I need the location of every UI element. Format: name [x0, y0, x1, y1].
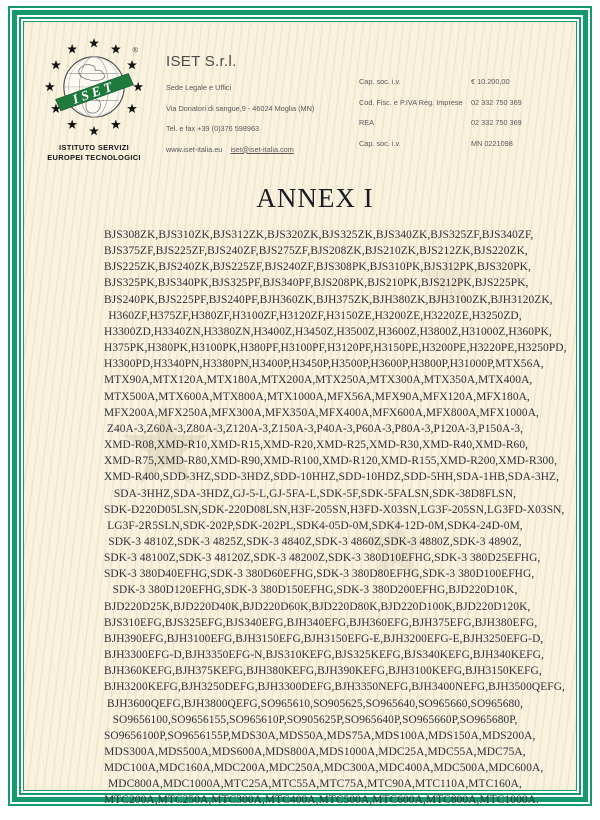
code-line: XMD-R75,XMD-R80,XMD-R90,XMD-R100,XMD-R120,XMD-R155,XMD-R200,XMD-R300, [104, 455, 558, 468]
website-link: www.iset-italia.eu [166, 144, 223, 154]
code-line: SDK-D220D05LSN,SDK-220D08LSN,H3F-205SN,H3FD-X03SN,LG3F-205SN,LG3FD-X03SN, [104, 503, 565, 516]
iset-globe-logo-icon [42, 35, 146, 141]
registry-label: REA [359, 118, 375, 127]
code-line: BJS325PK,BJS340PK,BJS325PF,BJS340PF,BJS208PK,BJS210PK,BJS212PK,BJS225PK, [104, 277, 529, 290]
code-line: BJH3600QEFG,BJH3800QEFG,SO965610,SO905625,SO965640,SO965660,SO965680, [106, 697, 524, 710]
logo-caption-line2: EUROPEI TECNOLOGICI [47, 152, 141, 162]
code-line: H3300ZD,H3340ZN,H3380ZN,H3400Z,H3450Z,H3500Z,H3600Z,H3800Z,H31000Z,H360PK, [104, 325, 552, 338]
code-line: LG3F-2R5SLN,SDK-202P,SDK-202PL,SDK4-05D-0M,SDK4-12D-0M,SDK4-24D-0M, [107, 519, 523, 532]
code-line: BJS225ZK,BJS240ZK,BJS225ZF,BJS240ZF,BJS308PK,BJS310PK,BJS312PK,BJS320PK, [104, 261, 531, 274]
company-logo [36, 35, 152, 162]
address-line: Tel. e fax +39 (0)376 598963 [166, 124, 260, 133]
company-registry [359, 35, 568, 159]
registry-value: 02 332 750 369 [471, 118, 522, 127]
code-line: BJH360KEFG,BJH375KEFG,BJH380KEFG,BJH390KEFG,BJH3100KEFG,BJH3150KEFG, [104, 665, 542, 678]
code-line: SO9656100,SO9656155,SO965610P,SO905625P,SO965640P,SO965660P,SO965680P, [112, 713, 518, 726]
company-info [166, 35, 351, 154]
registry-row [359, 139, 568, 148]
company-name: ISET S.r.l. [166, 53, 237, 70]
code-line: BJH3200KEFG,BJH3250DEFG,BJH3300DEFG,BJH3350NEFG,BJH3400NEFG,BJH3500QEFG, [104, 681, 565, 694]
registry-row [359, 118, 568, 127]
product-code-list [104, 227, 567, 809]
code-line: MTC200A,MTC250A,MTC300A,MTC400A,MTC500A,MTC600A,MTC800A,MTC1000A. [104, 794, 539, 807]
code-line: SDK-3 380D120EFHG,SDK-3 380D150EFHG,SDK-3 380D200EFHG,BJD220D10K, [112, 584, 518, 597]
code-line: MTX500A,MTX600A,MTX800A,MTX1000A,MFX56A,MFX90A,MFX120A,MFX180A, [104, 390, 530, 403]
registry-value: € 10.200,00 [471, 77, 510, 86]
watermark-star-icon: ★ [414, 232, 486, 325]
code-line: BJH3300EFG-D,BJH3350EFG-N,BJS310KEFG,BJS325KEFG,BJS340KEFG,BJH340KEFG, [104, 649, 544, 662]
paper-background [24, 22, 576, 807]
code-line: MTX90A,MTX120A,MTX180A,MTX200A,MTX250A,MTX300A,MTX350A,MTX400A, [104, 374, 533, 387]
annex-title: ANNEX I [256, 183, 374, 213]
code-line: SDK-3 48100Z,SDK-3 48120Z,SDK-3 48200Z,SDK-3 380D10EFHG,SDK-3 380D25EFHG, [104, 552, 541, 565]
code-line: SO9656100P,SO9656155P,MDS30A,MDS50A,MDS75A,MDS100A,MDS150A,MDS200A, [104, 729, 536, 742]
logo-caption-line1: ISTITUTO SERVIZI [59, 143, 129, 152]
code-line: SDA-3HHZ,SDA-3HDZ,GJ-5-L,GJ-5FA-L,SDK-5F,SDK-5FALSN,SDK-38D8FLSN, [113, 487, 517, 500]
address-line: Sede Legale e Uffici [166, 83, 232, 92]
registry-label: Cod. Fisc. e P.IVA Reg. Imprese [359, 97, 463, 107]
registry-value: 02 332 750 369 [471, 97, 522, 107]
page-frame [8, 6, 592, 806]
code-line: H375PK,H380PK,H3100PK,H380PF,H3100PF,H3120PF,H3150PE,H3200PE,H3220PE,H3250PD, [104, 342, 567, 355]
code-line: BJD220D25K,BJD220D40K,BJD220D60K,BJD220D80K,BJD220D100K,BJD220D120K, [104, 600, 531, 613]
logo-banner-text: ISET [70, 77, 118, 107]
code-line: XMD-R400,SDD-3HZ,SDD-3HDZ,SDD-10HHZ,SDD-10HDZ,SDD-5HH,SDA-1HB,SDA-3HZ, [104, 471, 560, 484]
code-line: H360ZF,H375ZF,H380ZF,H3100ZF,H3120ZF,H3150ZE,H3200ZE,H3220ZE,H3250ZD, [108, 309, 522, 322]
code-line: MDC100A,MDC160A,MDC200A,MDC250A,MDC300A,MDC400A,MDC500A,MDC600A, [104, 762, 544, 775]
code-line: XMD-R08,XMD-R10,XMD-R15,XMD-R20,XMD-R25,XMD-R30,XMD-R40,XMD-R60, [104, 439, 529, 452]
code-line: SDK-3 380D40EFHG,SDK-3 380D60EFHG,SDK-3 380D80EFHG,SDK-3 380D100EFHG, [104, 568, 535, 581]
code-line: BJS310EFG,BJS325EFG,BJS340EFG,BJH340EFG,BJH360EFG,BJH375EFG,BJH380EFG, [104, 616, 538, 629]
letterhead [24, 22, 576, 162]
watermark-star-icon: ★ [116, 382, 215, 510]
registry-value: MN 0221098 [471, 138, 513, 148]
code-line: MDS300A,MDS500A,MDS600A,MDS800A,MDS1000A,MDC25A,MDC55A,MDC75A, [104, 746, 526, 758]
registered-mark: ® [132, 45, 138, 55]
code-line: BJS240PK,BJS225PF,BJS240PF,BJH360ZK,BJH375ZK,BJH380ZK,BJH3100ZK,BJH3120ZK, [104, 293, 553, 306]
code-line: MFX200A,MFX250A,MFX300A,MFX350A,MFX400A,MFX600A,MFX800A,MFX1000A, [104, 406, 539, 419]
code-line: MDC800A,MDC1000A,MTC25A,MTC55A,MTC75A,MTC90A,MTC110A,MTC160A, [108, 778, 522, 791]
email-link[interactable]: iset@iset-italia.com [230, 144, 294, 154]
code-line: BJH390EFG,BJH3100EFG,BJH3150EFG,BJH3150EFG-E,BJH3200EFG-E,BJH3250EFG-D, [104, 632, 544, 645]
registry-label: Cap. soc. i.v. [359, 138, 401, 148]
watermark-star-icon: ★ [354, 492, 440, 602]
code-line: BJS308ZK,BJS310ZK,BJS312ZK,BJS320ZK,BJS325ZK,BJS340ZK,BJS325ZF,BJS340ZF, [104, 229, 534, 241]
code-line: SDK-3 4810Z,SDK-3 4825Z,SDK-3 4840Z,SDK-3 4860Z,SDK-3 4880Z,SDK-3 4890Z, [108, 535, 522, 548]
registry-label: Cap. soc. i.v. [359, 77, 401, 86]
registry-row [359, 98, 568, 107]
registry-row [359, 77, 568, 86]
annex-section [24, 183, 576, 809]
code-line: H3300PD,H3340PN,H3380PN,H3400P,H3450P,H3500P,H3600P,H3800P,H31000P,MTX56A, [104, 358, 544, 371]
code-line: Z40A-3,Z60A-3,Z80A-3,Z120A-3,Z150A-3,P40A-3,P60A-3,P80A-3,P120A-3,P150A-3, [106, 422, 524, 435]
address-line: Via Donatori di sangue,9 - 46024 Moglia (MN) [166, 103, 315, 113]
code-line: BJS375ZF,BJS225ZF,BJS240ZF,BJS275ZF,BJS208ZK,BJS210ZK,BJS212ZK,BJS220ZK, [104, 245, 528, 258]
